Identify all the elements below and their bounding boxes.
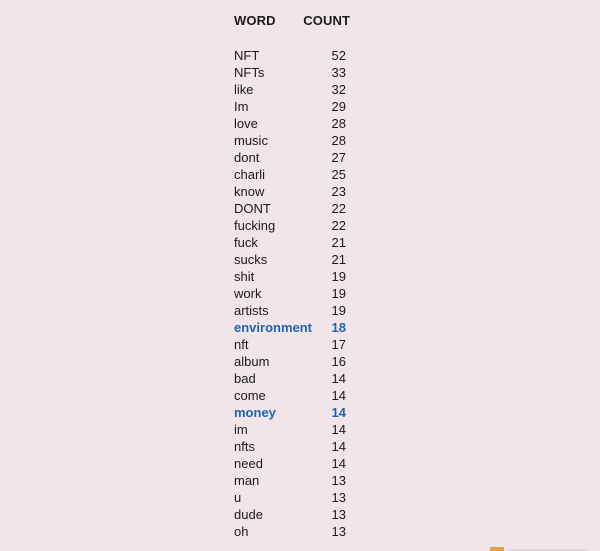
row-word: charli [234, 167, 266, 182]
row-word: love [234, 116, 258, 131]
row-word: dont [234, 150, 260, 165]
word-count-table [234, 13, 350, 539]
row-word: need [234, 456, 263, 471]
table-row [234, 523, 350, 540]
row-word: Im [234, 99, 249, 114]
table-row [234, 489, 350, 506]
table-row [234, 421, 350, 438]
row-word: know [234, 184, 265, 199]
row-count: 13 [331, 507, 346, 522]
table-row [234, 455, 350, 472]
table-row [234, 64, 350, 81]
table-row-highlighted [234, 404, 350, 421]
row-word: environment [234, 320, 313, 335]
row-count: 13 [331, 524, 346, 539]
table-row [234, 438, 350, 455]
row-count: 22 [331, 201, 346, 216]
row-word: nfts [234, 439, 255, 454]
header-word: WORD [234, 13, 276, 28]
row-count: 22 [331, 218, 346, 233]
row-count: 21 [331, 252, 346, 267]
row-word: come [234, 388, 266, 403]
table-row [234, 166, 350, 183]
row-word: like [234, 82, 254, 97]
row-word: NFTs [234, 65, 265, 80]
row-count: 18 [331, 320, 346, 335]
row-word: oh [234, 524, 249, 539]
row-word: DONT [234, 201, 271, 216]
watermark-logo [490, 545, 600, 551]
row-count: 14 [331, 439, 346, 454]
row-word: sucks [234, 252, 268, 267]
row-word: u [234, 490, 242, 505]
row-count: 14 [331, 388, 346, 403]
table-body [234, 47, 350, 540]
table-row [234, 387, 350, 404]
row-count: 28 [331, 133, 346, 148]
table-header [234, 13, 350, 31]
row-count: 21 [331, 235, 346, 250]
row-word: im [234, 422, 248, 437]
row-count: 19 [331, 303, 346, 318]
table-row [234, 115, 350, 132]
header-count: COUNT [303, 13, 350, 28]
row-word: shit [234, 269, 255, 284]
row-count: 29 [331, 99, 346, 114]
row-count: 14 [331, 405, 346, 420]
table-row [234, 251, 350, 268]
row-count: 19 [331, 286, 346, 301]
row-count: 13 [331, 490, 346, 505]
row-word: music [234, 133, 268, 148]
row-count: 14 [331, 422, 346, 437]
table-row [234, 353, 350, 370]
row-count: 52 [331, 48, 346, 63]
table-row [234, 183, 350, 200]
row-count: 19 [331, 269, 346, 284]
row-word: money [234, 405, 276, 420]
row-count: 17 [331, 337, 346, 352]
table-row [234, 370, 350, 387]
table-row [234, 98, 350, 115]
table-row [234, 234, 350, 251]
row-word: NFT [234, 48, 260, 63]
table-row [234, 217, 350, 234]
row-count: 27 [331, 150, 346, 165]
row-count: 25 [331, 167, 346, 182]
row-word: man [234, 473, 260, 488]
table-row [234, 336, 350, 353]
row-count: 32 [331, 82, 346, 97]
row-word: work [234, 286, 262, 301]
row-word: album [234, 354, 270, 369]
row-count: 28 [331, 116, 346, 131]
table-row [234, 506, 350, 523]
row-count: 13 [331, 473, 346, 488]
row-count: 16 [331, 354, 346, 369]
table-row [234, 268, 350, 285]
table-row [234, 200, 350, 217]
row-word: fucking [234, 218, 276, 233]
row-count: 14 [331, 371, 346, 386]
table-row [234, 149, 350, 166]
table-row [234, 285, 350, 302]
row-count: 33 [331, 65, 346, 80]
table-row [234, 81, 350, 98]
row-word: dude [234, 507, 263, 522]
row-word: nft [234, 337, 249, 352]
table-row [234, 472, 350, 489]
row-count: 14 [331, 456, 346, 471]
row-word: bad [234, 371, 256, 386]
row-count: 23 [331, 184, 346, 199]
table-row-highlighted [234, 319, 350, 336]
row-word: artists [234, 303, 269, 318]
table-row [234, 132, 350, 149]
row-word: fuck [234, 235, 258, 250]
table-row [234, 302, 350, 319]
logo-square-icon [490, 547, 504, 551]
table-row [234, 47, 350, 64]
